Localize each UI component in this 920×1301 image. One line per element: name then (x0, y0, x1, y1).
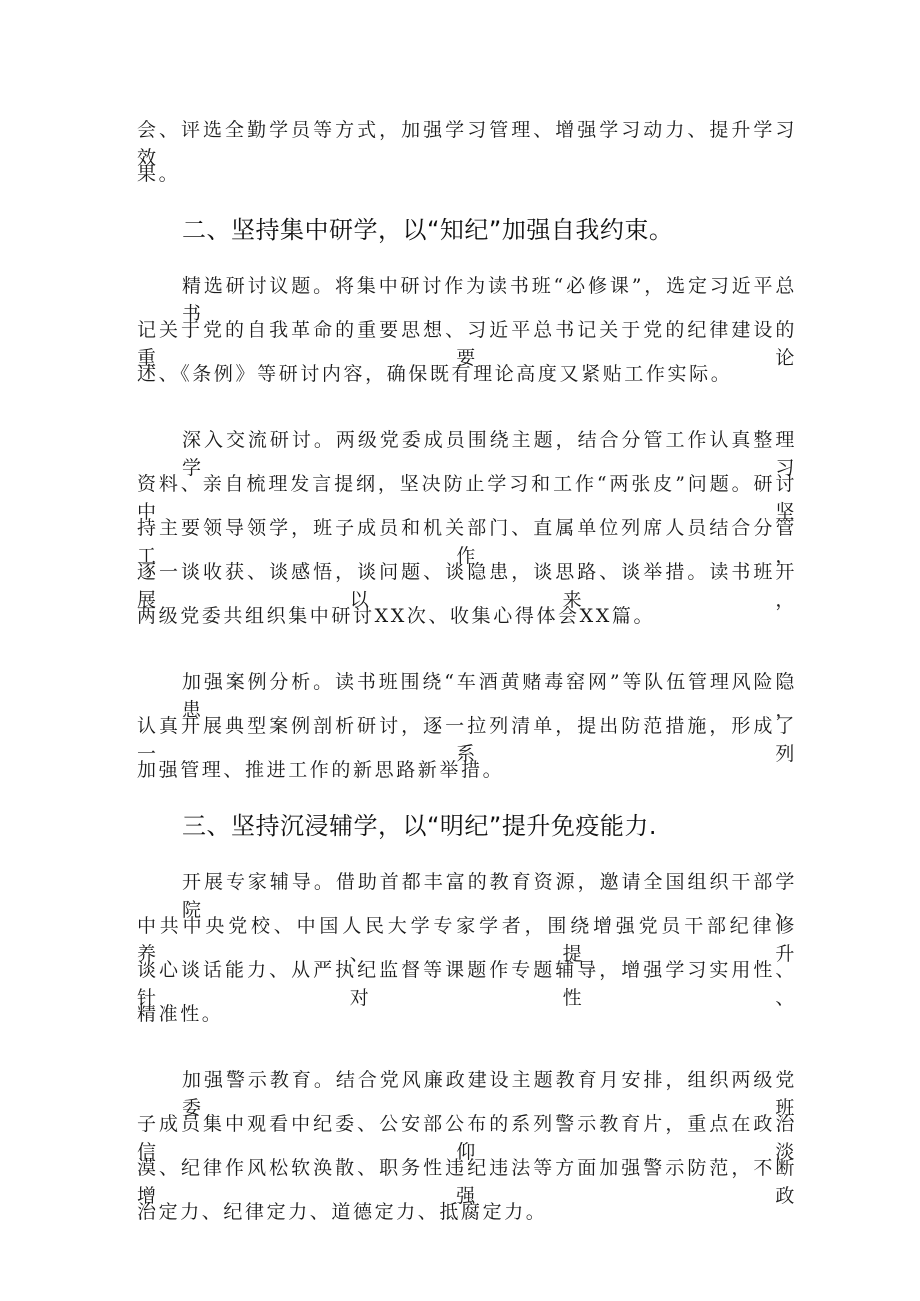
text-line: 开展专家辅导。借助首都丰富的教育资源，邀请全国组织干部学院、 (182, 871, 797, 921)
text-line: 中共中央党校、中国人民大学专家学者，围绕增强党员干部纪律修养、提升 (137, 915, 797, 965)
section-heading-3: 三、坚持沉浸辅学，以“明纪”提升免疫能力. (182, 812, 657, 840)
text-line: 精选研讨议题。将集中研讨作为读书班“必修课”，选定习近平总书 (182, 275, 797, 325)
text-line: 加强警示教育。结合党风廉政建设主题教育月安排，组织两级党委班 (182, 1069, 797, 1119)
text-line: 果。 (137, 163, 181, 185)
text-line: 治定力、纪律定力、道德定力、抵腐定力。 (137, 1201, 548, 1223)
text-line: 述、《条例》等研讨内容，确保既有理论高度又紧贴工作实际。 (137, 363, 733, 385)
text-line: 记关于党的自我革命的重要思想、习近平总书记关于党的纪律建设的重要论 (137, 319, 797, 369)
text-line: 精准性。 (137, 1003, 224, 1025)
text-line: 深入交流研讨。两级党委成员围绕主题，结合分管工作认真整理学习 (182, 429, 797, 479)
text-line: 两级党委共组织集中研讨XX次、收集心得体会XX篇。 (137, 605, 656, 627)
text-line: 逐一谈收获、谈感悟，谈问题、谈隐患，谈思路、谈举措。读书班开展以来， (137, 561, 797, 611)
text-line: 认真开展典型案例剖析研讨，逐一拉列清单，提出防范措施，形成了一系列 (137, 715, 797, 765)
text-line: 会、评选全勤学员等方式，加强学习管理、增强学习动力、提升学习效 (137, 119, 797, 169)
text-line: 加强管理、推进工作的新思路新举措。 (137, 759, 505, 781)
text-line: 持主要领导领学，班子成员和机关部门、直属单位列席人员结合分管工作， (137, 517, 797, 567)
text-line: 加强案例分析。读书班围绕“车酒黄赌毒窑网”等队伍管理风险隐患， (182, 671, 797, 721)
text-line: 子成员集中观看中纪委、公安部公布的系列警示教育片，重点在政治信仰淡 (137, 1113, 797, 1163)
text-line: 谈心谈话能力、从严执纪监督等课题作专题辅导，增强学习实用性、针对性、 (137, 959, 797, 1009)
text-line: 资料、亲自梳理发言提纲，坚决防止学习和工作“两张皮”问题。研讨中坚 (137, 473, 797, 523)
text-line: 漠、纪律作风松软涣散、职务性违纪违法等方面加强警示防范，不断增强政 (137, 1157, 797, 1207)
section-heading-2: 二、坚持集中研学，以“知纪”加强自我约束。 (182, 216, 674, 244)
